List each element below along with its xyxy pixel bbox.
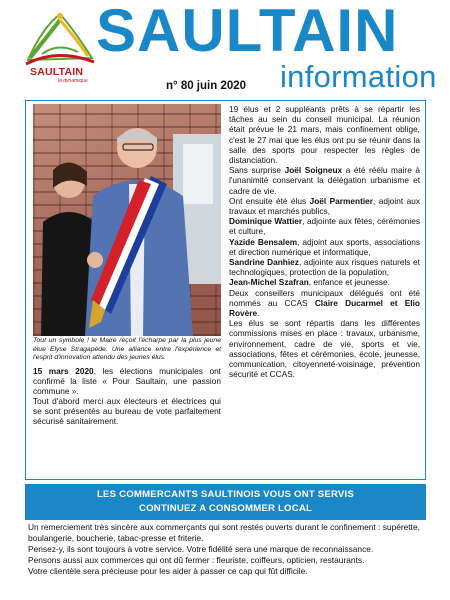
mayor-name: Joël Soigneux (284, 165, 343, 176)
election-paragraph: 15 mars 2020, les élections municipales ont confirmé la liste « Pour Saultain, une passion commune ». (33, 366, 221, 396)
logo-brand-text: SAULTAIN (30, 66, 84, 78)
ccas-paragraph: Deux conseillers municipaux délégués ont été nommés au CCAS Claire Ducarmel et Elio Rovère. (229, 287, 420, 319)
ccas-names: Claire Ducarmel et Elio Rovère (229, 297, 420, 319)
deputy-paragraph-4: Sandrine Danhiez, adjointe aux risques naturels et technologiques, protection de la population, (229, 257, 420, 278)
logo-tagline: la dynamique (58, 78, 88, 84)
deputy-name: Jean-Michel Szafran (229, 277, 309, 288)
commissions-paragraph: Les élus se sont répartis dans les différentes commissions mises en place : travaux, urbanisme, environnement, cadre de vie, sports et vie, associations, fêtes et cérémonies, école, jeunesse, communication, citoyenneté-voisinage, prévention sécurité et CCAS. (229, 318, 420, 380)
merchants-paragraph-4: Votre clientèle sera précieuse pour les aider à passer ce cap qui fût difficile. (28, 566, 308, 576)
thanks-paragraph: Tout d'abord merci aux électeurs et électrices qui se sont présentés au bureau de vote parfaitement sécurisé sanitairement. (33, 396, 221, 426)
deputy-name: Joël Parmentier (309, 195, 373, 206)
deputy-name: Dominique Wattier (229, 216, 303, 227)
mountain-logo-icon (22, 8, 96, 70)
article-left-column (33, 366, 221, 426)
masthead-subtitle: information (280, 59, 437, 94)
shop-local-banner (25, 484, 426, 520)
election-date: 15 mars 2020 (33, 366, 94, 376)
article-right-column (229, 104, 420, 379)
masthead-title: SAULTAIN (96, 0, 399, 64)
deputy-paragraph-3: Yazide Bensalem, adjoint aux sports, associations et direction numérique et informatique, (229, 236, 420, 257)
mayor-sash-photo (33, 104, 221, 336)
council-intro-paragraph: 19 élus et 2 suppléants prêts à se répartir les tâches au sein du conseil municipal. La réunion était prévue le 21 mars, mais confinement oblige, c'est le 27 mai que les élus ont pu se réunir dans la salle des sports pour respecter les règles de distanciation. (229, 104, 420, 166)
merchants-paragraph-1: Un remerciement très sincère aux commerçants qui sont restés ouverts durant le confinement : supérette, boulangerie, boucherie, tabac-presse et friterie. (28, 522, 420, 543)
merchants-paragraph-2: Pensez-y, ils sont toujours à votre service. Votre fidélité sera une marque de reconnaissance. (28, 544, 374, 554)
mayor-paragraph: Sans surprise Joël Soigneux a été réélu maire à l'unanimité conservant la délégation urbanisme et cadre de vie. (229, 165, 421, 196)
issue-number: n° 80 juin 2020 (166, 80, 247, 92)
deputy-paragraph-5: Jean-Michel Szafran, enfance et jeunesse. (229, 277, 390, 288)
deputy-paragraph-2: Dominique Wattier, adjointe aux fêtes, cérémonies et culture, (229, 216, 420, 237)
deputy-name: Sandrine Danhiez (229, 257, 299, 268)
deputy-name: Yazide Bensalem (229, 236, 298, 247)
deputy-paragraph-1: Ont ensuite été élus Joël Parmentier, adjoint aux travaux et marchés publics, (229, 195, 420, 217)
photo-caption: Tout un symbole ! le Maire reçoit l'écharpe par la plus jeune élue Elyse Stragapède. Une alliance entre l'expérience et l'esprit d'innovation attendu des jeunes élus. (33, 337, 221, 362)
merchants-paragraph-3: Pensons aussi aux commerces qui ont dû fermer : fleuriste, coiffeurs, opticien, restaurants. (28, 555, 365, 565)
banner-line-2: CONTINUEZ A CONSOMMER LOCAL (138, 503, 313, 514)
merchants-text (28, 522, 424, 577)
town-logo (22, 8, 96, 88)
banner-line-1: LES COMMERCANTS SAULTINOIS VOUS ONT SERVIS (97, 489, 354, 500)
